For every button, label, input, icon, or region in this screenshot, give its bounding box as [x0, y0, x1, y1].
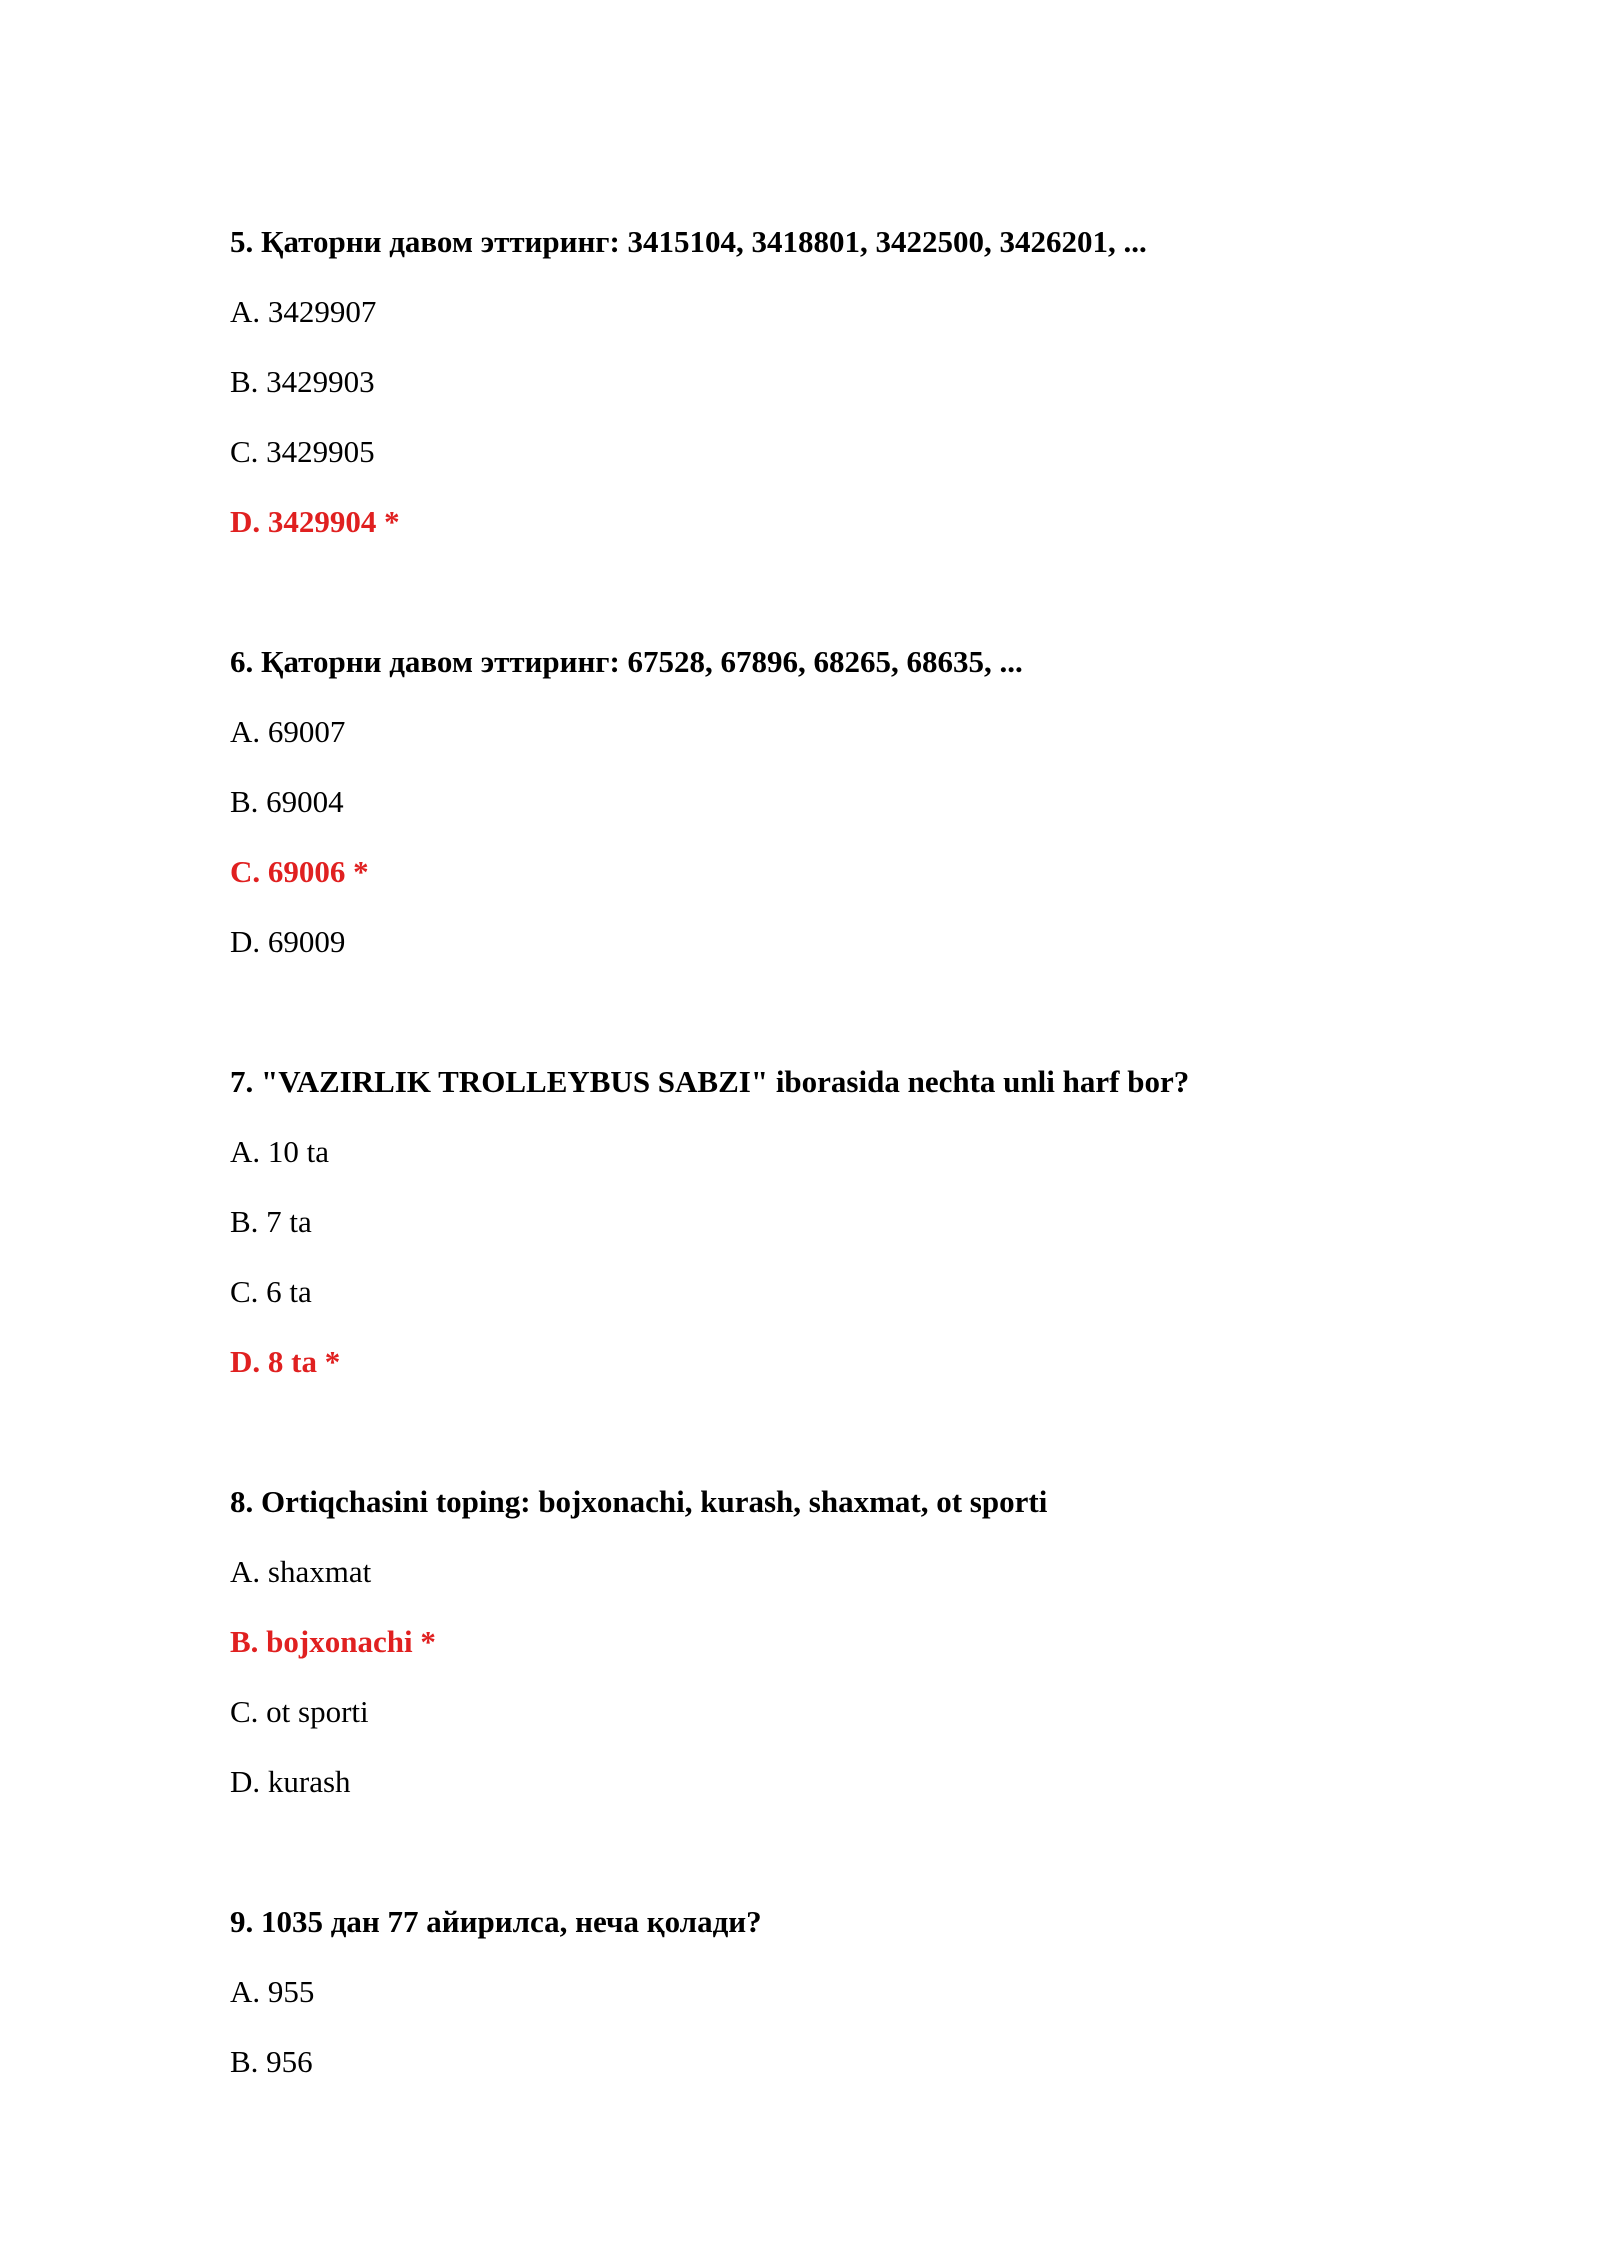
q5-option-c: C. 3429905: [230, 434, 375, 469]
q9-option-a: A. 955: [230, 1974, 315, 2009]
q8-option-b-correct: B. bojxonachi *: [230, 1624, 436, 1659]
question-6: 6. Қаторни давом эттиринг: 67528, 67896, 68265, 68635, ...: [230, 644, 1023, 679]
question-8: 8. Ortiqchasini toping: bojxonachi, kurash, shaxmat, ot sporti: [230, 1484, 1048, 1519]
q9-option-b: B. 956: [230, 2044, 313, 2079]
q7-option-d-correct: D. 8 ta *: [230, 1344, 341, 1379]
q8-option-c: C. ot sporti: [230, 1694, 369, 1729]
question-5: 5. Қаторни давом эттиринг: 3415104, 3418801, 3422500, 3426201, ...: [230, 224, 1147, 259]
q8-option-a: A. shaxmat: [230, 1554, 372, 1589]
q5-option-a: A. 3429907: [230, 294, 377, 329]
q8-option-d: D. kurash: [230, 1764, 351, 1799]
q6-option-b: B. 69004: [230, 784, 344, 819]
q5-option-b: B. 3429903: [230, 364, 375, 399]
q7-option-c: C. 6 ta: [230, 1274, 312, 1309]
q7-option-b: B. 7 ta: [230, 1204, 312, 1239]
q5-option-d-correct: D. 3429904 *: [230, 504, 400, 539]
q6-option-a: A. 69007: [230, 714, 346, 749]
q6-option-c-correct: C. 69006 *: [230, 854, 369, 889]
q6-option-d: D. 69009: [230, 924, 346, 959]
question-9: 9. 1035 дан 77 айирилса, неча қолади?: [230, 1904, 762, 1939]
question-7: 7. "VAZIRLIK TROLLEYBUS SABZI" iborasida nechta unli harf bor?: [230, 1064, 1190, 1099]
q7-option-a: A. 10 ta: [230, 1134, 330, 1169]
